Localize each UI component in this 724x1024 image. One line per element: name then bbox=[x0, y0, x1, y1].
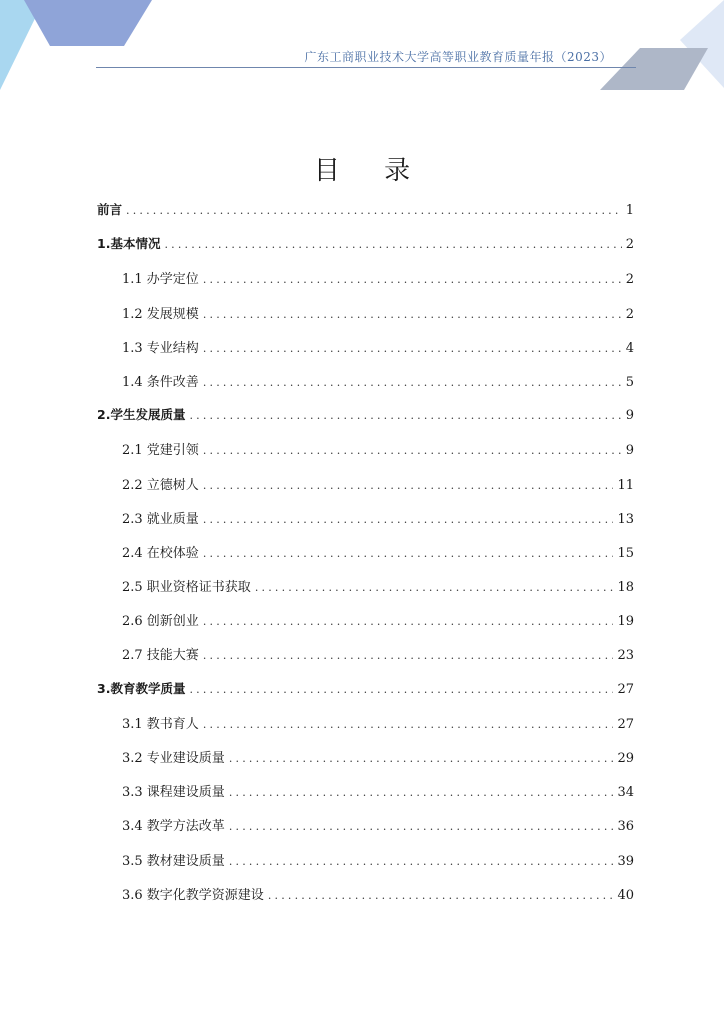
toc-dot-leader bbox=[203, 273, 622, 286]
toc-dot-leader bbox=[203, 342, 622, 355]
toc-entry-page-number: 18 bbox=[617, 580, 634, 596]
toc-dot-leader bbox=[189, 683, 613, 696]
toc-entry[interactable] bbox=[97, 466, 634, 500]
toc-dot-leader bbox=[255, 581, 614, 594]
toc-entry-label: 3.教育教学质量 bbox=[97, 680, 186, 696]
toc-entry-label: 2.学生发展质量 bbox=[97, 407, 186, 423]
toc-dot-leader bbox=[268, 889, 614, 902]
toc-entry-page-number: 4 bbox=[625, 340, 634, 356]
toc-entry[interactable] bbox=[97, 671, 634, 705]
toc-entry[interactable] bbox=[97, 500, 634, 534]
toc-entry[interactable] bbox=[97, 534, 634, 568]
toc-dot-leader bbox=[126, 204, 622, 217]
toc-dot-leader bbox=[203, 513, 614, 526]
toc-entry-page-number: 2 bbox=[625, 306, 634, 322]
toc-dot-leader bbox=[203, 308, 622, 321]
toc-entry-page-number: 15 bbox=[617, 545, 634, 561]
toc-entry[interactable] bbox=[97, 192, 634, 226]
toc-entry-page-number: 39 bbox=[617, 853, 634, 869]
toc-entry-label: 2.3 就业质量 bbox=[122, 511, 199, 527]
toc-entry-page-number: 27 bbox=[617, 681, 634, 697]
toc-entry-label: 3.2 专业建设质量 bbox=[122, 751, 225, 766]
toc-title: 目 录 bbox=[313, 156, 429, 186]
toc-entry[interactable] bbox=[97, 568, 634, 602]
toc-entry-page-number: 29 bbox=[617, 751, 634, 766]
toc-entry[interactable] bbox=[97, 842, 634, 876]
toc-entry-page-number: 34 bbox=[617, 785, 634, 801]
toc-dot-leader bbox=[203, 444, 622, 457]
toc-entry-page-number: 9 bbox=[625, 443, 634, 459]
toc-entry[interactable] bbox=[97, 636, 634, 670]
toc-entry-page-number: 11 bbox=[617, 477, 634, 493]
toc-dot-leader bbox=[203, 649, 614, 662]
decor-band-gray bbox=[600, 48, 708, 90]
toc-entry[interactable] bbox=[97, 397, 634, 431]
toc-dot-leader bbox=[164, 238, 621, 251]
toc-entry-label: 2.6 创新创业 bbox=[122, 614, 199, 630]
toc-dot-leader bbox=[229, 855, 614, 868]
toc-entry-label: 2.7 技能大赛 bbox=[122, 648, 199, 664]
table-of-contents bbox=[97, 192, 634, 910]
toc-entry-page-number: 9 bbox=[625, 408, 634, 424]
toc-dot-leader bbox=[203, 547, 614, 560]
toc-entry-label: 3.6 数字化教学资源建设 bbox=[122, 887, 264, 903]
toc-entry[interactable] bbox=[97, 705, 634, 739]
toc-entry-page-number: 13 bbox=[617, 511, 634, 527]
toc-entry-page-number: 19 bbox=[617, 614, 634, 630]
toc-entry-page-number: 36 bbox=[617, 819, 634, 835]
toc-entry-page-number: 23 bbox=[617, 648, 634, 664]
toc-entry-label: 3.3 课程建设质量 bbox=[122, 785, 225, 801]
toc-entry-page-number: 1 bbox=[625, 203, 634, 218]
toc-entry-label: 2.5 职业资格证书获取 bbox=[122, 580, 251, 596]
toc-entry-page-number: 27 bbox=[617, 716, 634, 732]
toc-entry-label: 2.1 党建引领 bbox=[122, 443, 199, 459]
toc-entry-label: 2.4 在校体验 bbox=[122, 545, 199, 561]
toc-entry[interactable] bbox=[97, 226, 634, 260]
toc-entry[interactable] bbox=[97, 773, 634, 807]
toc-dot-leader bbox=[203, 376, 622, 389]
toc-entry-label: 1.1 办学定位 bbox=[122, 272, 199, 288]
toc-entry-label: 1.2 发展规模 bbox=[122, 306, 199, 322]
toc-entry-page-number: 40 bbox=[617, 887, 634, 903]
toc-entry[interactable] bbox=[97, 602, 634, 636]
toc-entry[interactable] bbox=[97, 739, 634, 773]
decor-band-blue bbox=[24, 0, 152, 46]
toc-entry[interactable] bbox=[97, 363, 634, 397]
toc-entry-label: 3.4 教学方法改革 bbox=[122, 819, 225, 835]
toc-entry-label: 1.4 条件改善 bbox=[122, 374, 199, 390]
toc-dot-leader bbox=[229, 752, 614, 765]
toc-entry-label: 2.2 立德树人 bbox=[122, 477, 199, 493]
toc-entry-label: 3.5 教材建设质量 bbox=[122, 853, 225, 869]
toc-dot-leader bbox=[229, 786, 614, 799]
toc-entry-page-number: 5 bbox=[625, 374, 634, 390]
toc-dot-leader bbox=[229, 820, 614, 833]
toc-dot-leader bbox=[203, 479, 614, 492]
toc-dot-leader bbox=[189, 409, 621, 422]
report-header-title: 广东工商职业技术大学高等职业教育质量年报（2023） bbox=[304, 50, 612, 64]
toc-entry[interactable] bbox=[97, 876, 634, 910]
toc-entry[interactable] bbox=[97, 807, 634, 841]
toc-entry-label: 1.3 专业结构 bbox=[122, 340, 199, 356]
toc-dot-leader bbox=[203, 615, 614, 628]
toc-entry[interactable] bbox=[97, 295, 634, 329]
toc-dot-leader bbox=[203, 718, 614, 731]
toc-entry[interactable] bbox=[97, 431, 634, 465]
toc-entry-label: 前言 bbox=[97, 202, 123, 217]
toc-entry[interactable] bbox=[97, 329, 634, 363]
toc-entry-page-number: 2 bbox=[625, 272, 634, 288]
header-divider bbox=[96, 67, 636, 68]
toc-entry-label: 3.1 教书育人 bbox=[122, 716, 199, 732]
toc-entry-page-number: 2 bbox=[625, 237, 634, 253]
toc-entry-label: 1.基本情况 bbox=[97, 236, 161, 252]
toc-entry[interactable] bbox=[97, 260, 634, 294]
